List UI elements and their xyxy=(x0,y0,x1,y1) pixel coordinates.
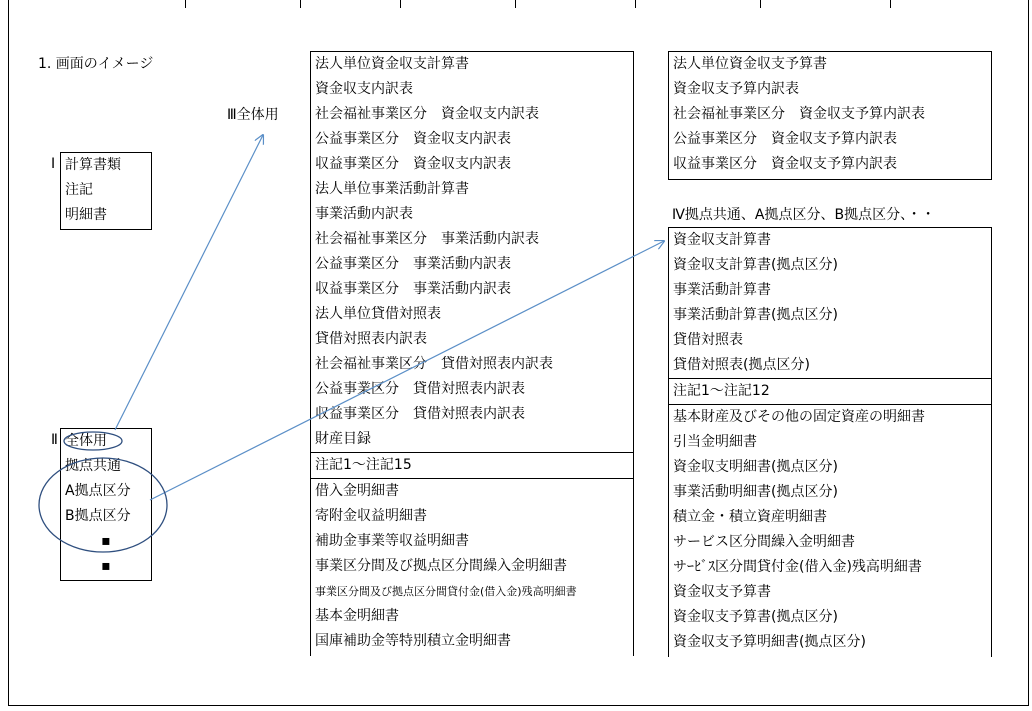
section3-item[interactable]: 財産目録 xyxy=(315,431,371,447)
section4-item[interactable]: 事業活動明細書(拠点区分) xyxy=(673,484,838,500)
section2-item[interactable]: A拠点区分 xyxy=(65,483,131,499)
section2-item[interactable]: 拠点共通 xyxy=(65,458,121,474)
budget-item[interactable]: 資金収支予算内訳表 xyxy=(673,81,799,97)
section2-item: ▪ xyxy=(101,558,111,574)
budget-item[interactable]: 公益事業区分 資金収支予算内訳表 xyxy=(673,131,897,147)
arrow-to-section4 xyxy=(150,241,664,500)
section4-item[interactable]: 資金収支予算書(拠点区分) xyxy=(673,609,838,625)
section3-item[interactable]: 法人単位事業活動計算書 xyxy=(315,181,469,197)
section3-item[interactable]: 収益事業区分 資金収支内訳表 xyxy=(315,156,511,172)
highlight-ellipse-large xyxy=(39,458,167,552)
section4-item[interactable]: 資金収支予算明細書(拠点区分) xyxy=(673,634,866,650)
section4-item[interactable]: 貸借対照表 xyxy=(673,332,743,348)
section3-item[interactable]: 事業活動内訳表 xyxy=(315,206,413,222)
section3-item[interactable]: 借入金明細書 xyxy=(315,483,399,499)
arrow-to-section3 xyxy=(115,135,263,430)
section4-label: Ⅳ拠点共通、A拠点区分、B拠点区分、・・ xyxy=(672,207,936,223)
budget-item[interactable]: 法人単位資金収支予算書 xyxy=(673,56,827,72)
section3-item[interactable]: 基本金明細書 xyxy=(315,608,399,624)
section3-item[interactable]: 事業区分間及び拠点区分間繰入金明細書 xyxy=(315,558,567,574)
section1-item[interactable]: 注記 xyxy=(65,182,93,198)
section4-item[interactable]: 注記1～注記12 xyxy=(673,383,770,399)
section4-item[interactable]: サービス区分間繰入金明細書 xyxy=(673,534,855,550)
section3-item[interactable]: 社会福祉事業区分 貸借対照表内訳表 xyxy=(315,356,553,372)
section4-item[interactable]: 資金収支計算書(拠点区分) xyxy=(673,257,838,273)
section4-item[interactable]: サｰﾋﾞｽ区分間貸付金(借入金)残高明細書 xyxy=(673,559,922,575)
section4-item[interactable]: 貸借対照表(拠点区分) xyxy=(673,357,810,373)
section3-label: Ⅲ全体用 xyxy=(227,107,279,123)
section3-item[interactable]: 公益事業区分 資金収支内訳表 xyxy=(315,131,511,147)
section3-item[interactable]: 法人単位貸借対照表 xyxy=(315,306,441,322)
section3-item[interactable]: 事業区分間及び拠点区分間貸付金(借入金)残高明細書 xyxy=(315,585,577,598)
section4-item[interactable]: 引当金明細書 xyxy=(673,434,757,450)
section3-item[interactable]: 寄附金収益明細書 xyxy=(315,508,427,524)
section2-item[interactable]: B拠点区分 xyxy=(65,508,131,524)
section1-item[interactable]: 明細書 xyxy=(65,207,107,223)
section3-item[interactable]: 社会福祉事業区分 事業活動内訳表 xyxy=(315,231,539,247)
section4-item[interactable]: 積立金・積立資産明細書 xyxy=(673,509,827,525)
section1-numeral: Ⅰ xyxy=(51,156,56,172)
page-heading: 1. 画面のイメージ xyxy=(38,56,154,72)
section3-item[interactable]: 資金収支内訳表 xyxy=(315,81,413,97)
section3-item[interactable]: 補助金事業等収益明細書 xyxy=(315,533,469,549)
section4-item[interactable]: 基本財産及びその他の固定資産の明細書 xyxy=(673,409,925,425)
section2-item: ▪ xyxy=(101,533,111,549)
section1-item[interactable]: 計算書類 xyxy=(65,157,121,173)
highlight-ellipse-small xyxy=(64,432,122,450)
section4-item[interactable]: 資金収支計算書 xyxy=(673,232,771,248)
section4-item[interactable]: 事業活動計算書(拠点区分) xyxy=(673,307,838,323)
section3-item[interactable]: 収益事業区分 事業活動内訳表 xyxy=(315,281,511,297)
section3-item[interactable]: 注記1～注記15 xyxy=(315,457,412,473)
budget-item[interactable]: 社会福祉事業区分 資金収支予算内訳表 xyxy=(673,106,925,122)
section4-item[interactable]: 資金収支予算書 xyxy=(673,584,771,600)
section3-item[interactable]: 貸借対照表内訳表 xyxy=(315,331,427,347)
budget-item[interactable]: 収益事業区分 資金収支予算内訳表 xyxy=(673,156,897,172)
section4-item[interactable]: 資金収支明細書(拠点区分) xyxy=(673,459,838,475)
section4-item[interactable]: 事業活動計算書 xyxy=(673,282,771,298)
section3-item[interactable]: 国庫補助金等特別積立金明細書 xyxy=(315,633,511,649)
section2-item[interactable]: 全体用 xyxy=(65,433,107,449)
section3-item[interactable]: 公益事業区分 事業活動内訳表 xyxy=(315,256,511,272)
section3-item[interactable]: 社会福祉事業区分 資金収支内訳表 xyxy=(315,106,539,122)
section3-item[interactable]: 法人単位資金収支計算書 xyxy=(315,56,469,72)
section2-numeral: Ⅱ xyxy=(51,432,58,448)
section3-item[interactable]: 公益事業区分 貸借対照表内訳表 xyxy=(315,381,525,397)
section3-item[interactable]: 収益事業区分 貸借対照表内訳表 xyxy=(315,406,525,422)
